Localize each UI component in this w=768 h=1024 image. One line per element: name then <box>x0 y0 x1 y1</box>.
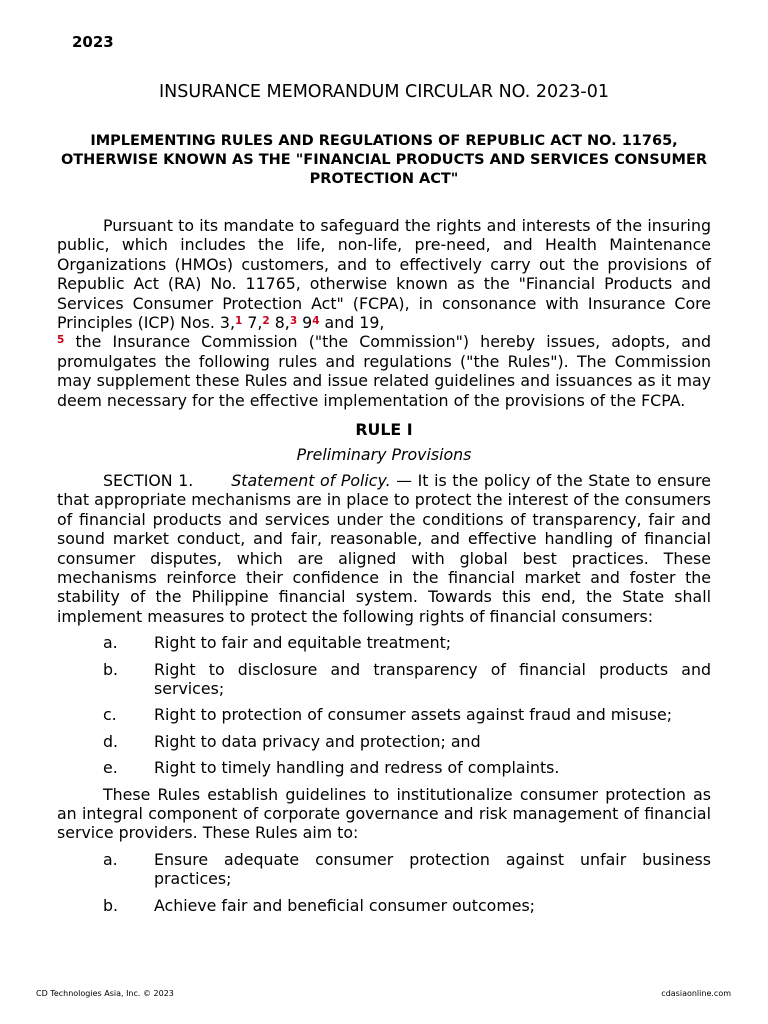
section-text: — It is the policy of the State to ensure that appropriate mechanisms are in place to protect the interest of the consumers of financial products and services under the conditions of transparency, fair and sound market conduct, and fair, reasonable, and effective handling of financial consumer disputes, which are aligned with global best practices. These mechanisms reinforce their confidence in the financial market and foster the stability of the Philippine financial system. Towards this end, the State shall implement measures to protect the following rights of financial consumers: <box>57 470 711 626</box>
list-text: Right to data privacy and protection; and <box>154 731 481 751</box>
list-marker: c. <box>103 705 117 725</box>
list-item <box>57 633 711 652</box>
list-text: Achieve fair and beneficial consumer outcomes; <box>154 895 536 915</box>
header-year: 2023 <box>72 33 114 51</box>
list-marker: a. <box>103 849 118 869</box>
footnote-ref-1[interactable]: 1 <box>235 315 243 328</box>
list-marker: e. <box>103 758 118 778</box>
section-title: Statement of Policy. <box>231 470 391 490</box>
list-marker: b. <box>103 895 119 915</box>
list-marker: a. <box>103 633 118 653</box>
main-title: IMPLEMENTING RULES AND REGULATIONS OF REPUBLIC ACT NO. 11765, OTHERWISE KNOWN AS THE "FINANCIAL PRODUCTS AND SERVICES CONSUMER PROTECTION ACT" <box>60 133 708 187</box>
footnote-ref-4[interactable]: 4 <box>312 315 320 328</box>
intro-text-5: and 19, <box>319 313 385 333</box>
list-item <box>57 660 711 699</box>
list-text: Right to timely handling and redress of complaints. <box>154 758 560 778</box>
intro-paragraph <box>57 216 711 410</box>
aims-intro-paragraph: These Rules establish guidelines to institutionalize consumer protection as an integral component of corporate governance and risk management of financial service providers. These Rules aim to: <box>57 784 711 843</box>
intro-text-4: 9 <box>297 313 313 333</box>
intro-text-3: 8, <box>269 313 290 333</box>
list-text: Ensure adequate consumer protection against unfair business practices; <box>154 849 711 889</box>
rule-subheading: Preliminary Provisions <box>296 445 472 465</box>
list-item <box>57 758 711 777</box>
section-label: SECTION 1. <box>103 470 194 490</box>
footer-website-link[interactable]: cdasiaonline.com <box>661 989 731 998</box>
intro-text-2: 7, <box>242 313 263 333</box>
rights-list <box>57 633 711 777</box>
intro-text-1: Pursuant to its mandate to safeguard the rights and interests of the insuring public, which includes the life, non-life, pre-need, and Health Maintenance Organizations (HMOs) customers, and to effectively carry out the provisions of Republic Act (RA) No. 11765, otherwise known as the "Financial Products and Services Consumer Protection Act" (FCPA), in consonance with Insurance Core Principles (ICP) Nos. 3, <box>57 216 711 333</box>
document-body <box>57 216 711 915</box>
list-text: Right to disclosure and transparency of financial products and services; <box>154 659 711 698</box>
list-item <box>57 705 711 724</box>
footnote-ref-3[interactable]: 3 <box>289 315 298 328</box>
list-text: Right to protection of consumer assets against fraud and misuse; <box>154 705 673 725</box>
list-item <box>57 896 711 915</box>
list-text: Right to fair and equitable treatment; <box>154 633 452 653</box>
intro-text-6: the Insurance Commission ("the Commission") hereby issues, adopts, and promulgates the following rules and regulations ("the Rules"). The Commission may supplement these Rules and issue related guidelines and issuances as it may deem necessary for the effective implementation of the provisions of the FCPA. <box>57 332 711 410</box>
section-1-paragraph <box>57 471 711 626</box>
list-item <box>57 850 711 889</box>
footer-copyright: CD Technologies Asia, Inc. © 2023 <box>36 989 174 998</box>
list-marker: d. <box>103 731 119 751</box>
list-item <box>57 732 711 751</box>
list-marker: b. <box>103 659 119 679</box>
rule-heading: RULE I <box>355 420 413 440</box>
footnote-ref-5[interactable]: 5 <box>57 334 65 347</box>
footnote-ref-2[interactable]: 2 <box>262 315 270 328</box>
circular-title: INSURANCE MEMORANDUM CIRCULAR NO. 2023-01 <box>159 82 609 102</box>
aims-list <box>57 850 711 915</box>
